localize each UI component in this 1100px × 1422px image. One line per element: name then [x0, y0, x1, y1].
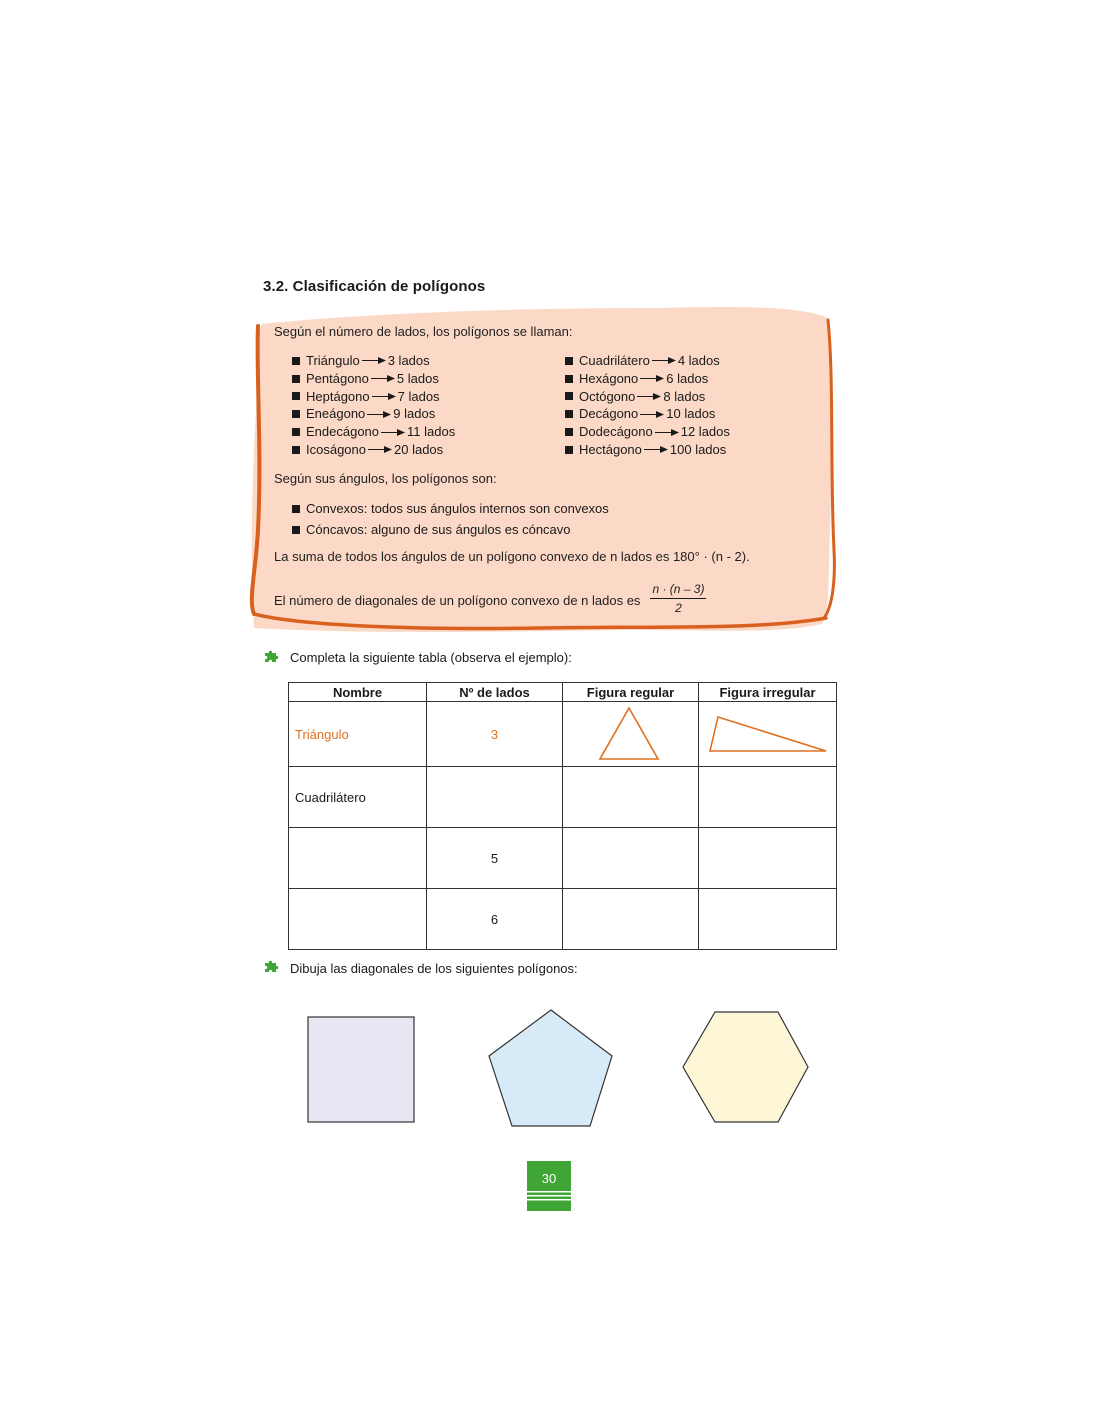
list-item: [292, 352, 455, 370]
table-row: [289, 828, 837, 889]
square-bullet-icon: [292, 392, 300, 400]
irregular-figure-cell[interactable]: [699, 828, 837, 889]
page-badge-background: [527, 1161, 571, 1211]
puzzle-piece-icon: [263, 648, 279, 664]
diagonals-text: El número de diagonales de un polígono convexo de n lados es: [274, 593, 641, 608]
list-item: [565, 423, 730, 441]
list-item: [292, 519, 609, 540]
row-name-input[interactable]: [289, 889, 427, 950]
polygon-name: Pentágono: [306, 370, 369, 386]
polygon-sides: 5 lados: [396, 370, 439, 386]
right-arrow-icon: [362, 356, 386, 365]
square-bullet-icon: [565, 357, 573, 365]
polygon-sides: 6 lados: [666, 370, 709, 386]
square-bullet-icon: [565, 375, 573, 383]
polygon-name: Eneágono: [306, 406, 366, 422]
right-arrow-icon: [637, 392, 661, 401]
polygon-sides: 100 lados: [669, 441, 727, 457]
right-arrow-icon: [372, 392, 396, 401]
intro-angles-text: Según sus ángulos, los polígonos son:: [274, 471, 497, 486]
header-regular: Figura regular: [563, 683, 699, 702]
list-item: [292, 370, 455, 388]
list-item: [292, 405, 455, 423]
irregular-figure-cell[interactable]: [699, 889, 837, 950]
polygon-sides: 3 lados: [387, 353, 430, 368]
regular-triangle-cell: [563, 702, 699, 767]
convex-definition: Convexos: todos sus ángulos internos son convexos: [306, 500, 609, 516]
header-irregular: Figura irregular: [699, 683, 837, 702]
square-bullet-icon: [292, 375, 300, 383]
page-number-badge: [527, 1161, 571, 1211]
polygon-name: Octógono: [579, 388, 636, 404]
diagonals-formula: [650, 582, 706, 615]
list-item: [292, 388, 455, 406]
page-number: 30: [541, 1171, 557, 1186]
square-bullet-icon: [292, 526, 300, 534]
exercise2-instruction: Dibuja las diagonales de los siguientes polígonos:: [290, 961, 578, 976]
list-item: [565, 370, 730, 388]
regular-figure-cell[interactable]: [563, 828, 699, 889]
exercise1-instruction: Completa la siguiente tabla (observa el ejemplo):: [290, 650, 572, 665]
list-item: [565, 441, 730, 459]
row-name-input[interactable]: [289, 828, 427, 889]
polygon-name: Hexágono: [579, 370, 639, 386]
row-name: Triángulo: [289, 702, 427, 767]
list-item: [565, 405, 730, 423]
polygon-names-list-left: [292, 352, 455, 459]
irregular-figure-cell[interactable]: [699, 767, 837, 828]
right-arrow-icon: [644, 445, 668, 454]
right-arrow-icon: [640, 374, 664, 383]
formula-numerator: n · (n – 3): [650, 582, 706, 599]
polygon-sides: 7 lados: [397, 388, 440, 404]
puzzle-piece-icon: [263, 958, 279, 974]
row-sides: 5: [427, 828, 563, 889]
pentagon-shape[interactable]: [489, 1010, 612, 1126]
list-item: [292, 441, 455, 459]
square-bullet-icon: [292, 357, 300, 365]
square-bullet-icon: [292, 428, 300, 436]
right-arrow-icon: [367, 410, 391, 419]
hexagon-shape[interactable]: [683, 1012, 808, 1122]
polygon-table: [288, 682, 837, 950]
table-row: [289, 702, 837, 767]
square-bullet-icon: [292, 446, 300, 454]
square-bullet-icon: [565, 410, 573, 418]
table-row: [289, 889, 837, 950]
table-row: [289, 767, 837, 828]
regular-figure-cell[interactable]: [563, 889, 699, 950]
irregular-triangle-cell: [699, 702, 837, 767]
polygon-name: Triángulo: [306, 353, 360, 368]
polygons-drawing-area[interactable]: [300, 1005, 820, 1135]
regular-figure-cell[interactable]: [563, 767, 699, 828]
header-name: Nombre: [289, 683, 427, 702]
square-bullet-icon: [565, 446, 573, 454]
polygon-sides: 20 lados: [394, 441, 444, 457]
row-sides: 3: [427, 702, 563, 767]
polygon-name: Hectágono: [579, 441, 642, 457]
diagonals-formula-line: [274, 582, 706, 615]
angle-sum-text: La suma de todos los ángulos de un polígono convexo de n lados es 180° · (n - 2).: [274, 549, 750, 564]
concave-definition: Cóncavos: alguno de sus ángulos es cóncavo: [306, 521, 571, 537]
section-title: 3.2. Clasificación de polígonos: [263, 278, 486, 295]
row-name: Cuadrilátero: [289, 767, 427, 828]
polygon-name: Endecágono: [306, 424, 380, 440]
polygon-sides: 8 lados: [663, 388, 706, 404]
polygon-name: Decágono: [579, 406, 639, 422]
square-bullet-icon: [292, 505, 300, 513]
formula-denominator: 2: [675, 601, 682, 615]
right-arrow-icon: [371, 374, 395, 383]
list-item: [565, 352, 730, 370]
polygon-name: Icoságono: [306, 441, 366, 457]
row-sides: 6: [427, 889, 563, 950]
table-header-row: [289, 683, 837, 702]
polygon-name: Dodecágono: [579, 424, 653, 440]
right-arrow-icon: [381, 428, 405, 437]
irregular-triangle-icon: [706, 711, 830, 755]
polygon-sides: 12 lados: [680, 424, 730, 440]
intro-sides-text: Según el número de lados, los polígonos se llaman:: [274, 324, 573, 339]
list-item: [565, 388, 730, 406]
polygon-sides: 10 lados: [666, 406, 716, 422]
right-arrow-icon: [655, 428, 679, 437]
square-shape[interactable]: [308, 1017, 414, 1122]
square-bullet-icon: [565, 392, 573, 400]
square-bullet-icon: [292, 410, 300, 418]
square-bullet-icon: [565, 428, 573, 436]
polygon-name: Cuadrilátero: [579, 353, 650, 368]
list-item: [292, 423, 455, 441]
list-item: [292, 498, 609, 519]
right-arrow-icon: [640, 410, 664, 419]
polygon-name: Heptágono: [306, 388, 370, 404]
right-arrow-icon: [652, 356, 676, 365]
polygon-sides: 11 lados: [407, 424, 456, 440]
angle-types-list: [292, 498, 609, 540]
right-arrow-icon: [368, 445, 392, 454]
regular-triangle-icon: [596, 704, 666, 762]
polygon-sides: 9 lados: [393, 406, 436, 422]
header-sides: Nº de lados: [427, 683, 563, 702]
polygon-names-list-right: [565, 352, 730, 459]
row-sides-input[interactable]: [427, 767, 563, 828]
polygon-sides: 4 lados: [677, 353, 720, 368]
